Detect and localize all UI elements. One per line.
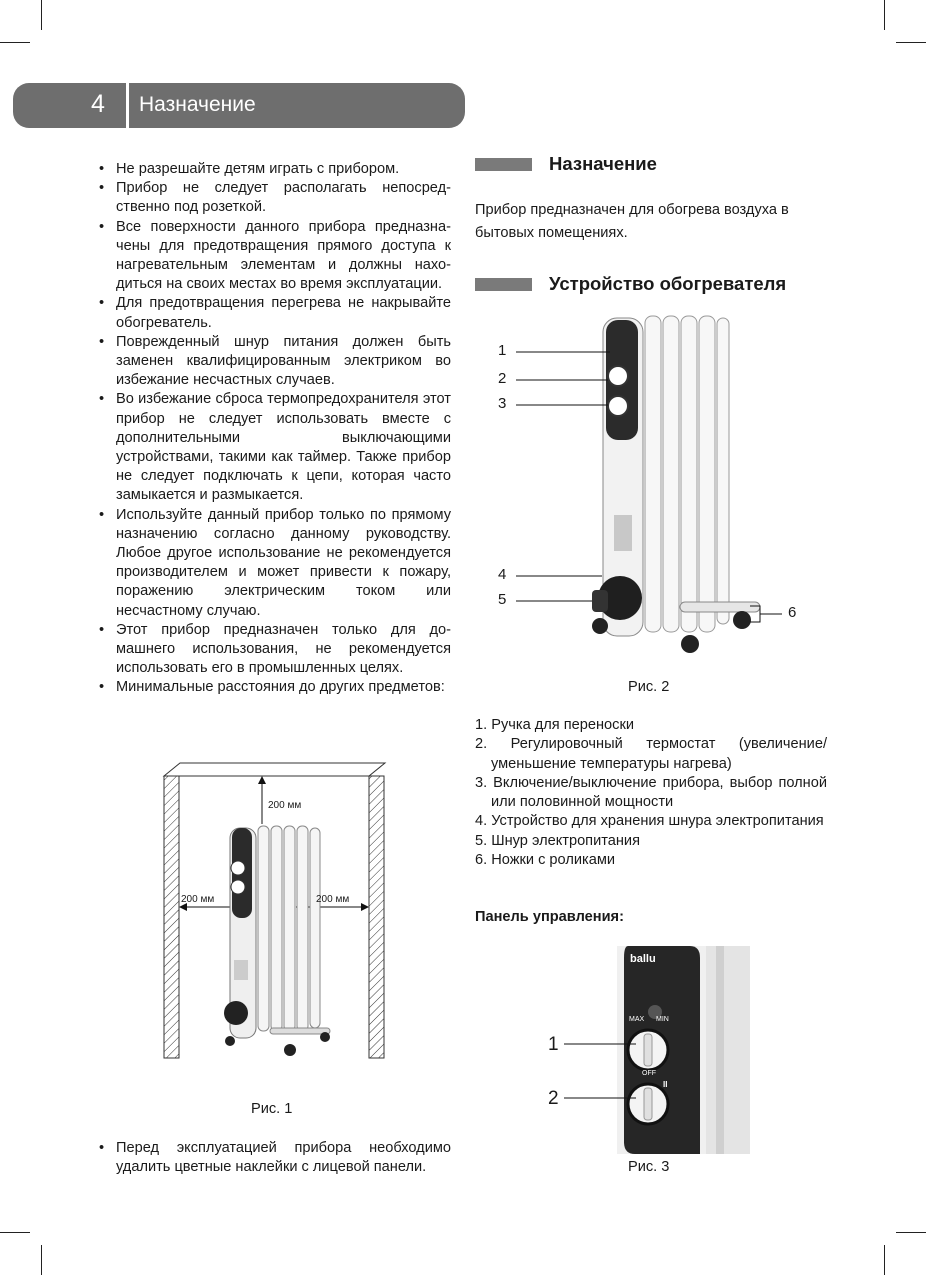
list-item: • Перед эксплуатацией прибора необходимо удалить цветные наклейки с лицевой панели. [97,1139,451,1177]
list-item: 5. Шнур электропитания [475,832,640,849]
right-clearance-label: 200 мм [316,894,350,905]
power-knob [608,396,628,416]
control-panel-photo [540,946,752,1156]
list-item: • Используйте данный прибор только по прямому назначению согласно данному руководству. Любое другое использование не рекомендуется производителем и может привести к пожару, поражению электрическим током или несчастному случаю. [97,506,451,621]
crop-mark [0,1232,30,1233]
brand-logo: ballu [630,953,656,965]
thermostat-knob [608,366,628,386]
list-item: • Не разрешайте детям играть с прибором. [97,160,451,179]
purpose-text: Прибор предназначен для обогрева воздуха в бытовых помещениях. [475,202,789,241]
list-item: 3. Включение/выключение прибора, выбор полной или половинной мощности [475,774,827,811]
list-item: 1. Ручка для переноски [475,717,634,733]
list-item: • Поврежденный шнур питания должен быть заменен квалифицированным электриком во избежание несчастных случаев. [97,333,451,391]
heater-small [224,826,330,1056]
note-list [97,1139,451,1177]
safety-list [97,160,451,698]
crop-mark [884,0,885,30]
callout-number: 4 [498,566,507,583]
parts-list [475,716,827,870]
off-label: OFF [642,1070,656,1077]
list-item: • Все поверхности данного прибора предназначены для предотвращения прямого доступа к нагревательным элементам и должны находиться на своих местах во время эксплуатации. [97,218,451,295]
section-bar [475,158,532,171]
page-title: Назначение [139,93,256,116]
power-cord-plug [592,590,608,612]
callout-number: 2 [548,1088,559,1109]
crop-mark [41,1245,42,1275]
callout-number: 5 [498,591,507,608]
list-item: 6. Ножки с роликами [475,852,616,869]
right-wall [369,776,384,1058]
header-divider [126,83,129,128]
left-wall [164,776,179,1058]
callout-number: 2 [498,370,507,387]
section-bar [475,278,532,291]
top-clearance-label: 200 мм [268,800,302,811]
roller-wheel [592,618,608,634]
figure3-caption: Рис. 3 [628,1159,670,1175]
callout-number: 1 [498,342,507,359]
ceiling [164,763,385,776]
figure1-caption: Рис. 1 [251,1101,293,1117]
callout-number: 3 [498,395,507,412]
callout-number: 6 [788,604,797,621]
list-item: • Для предотвращения перегрева не накрывайте обогреватель. [97,294,451,332]
crop-mark [884,1245,885,1275]
page-header [13,83,465,128]
heater-diagram [480,310,810,665]
control-panel-title: Панель управления: [475,909,624,925]
crop-mark [0,42,30,43]
left-clearance-label: 200 мм [181,894,215,905]
list-item: • Этот прибор предназначен только для домашнего использования, не рекомендуется использовать его в промышленных целях. [97,621,451,679]
list-item: • Минимальные расстояния до других предметов: [97,678,451,697]
page-number: 4 [91,90,105,118]
crop-mark [896,42,926,43]
section-title-purpose: Назначение [549,153,657,174]
roller-wheel [733,611,751,629]
figure2-caption: Рис. 2 [628,679,670,695]
crop-mark [41,0,42,30]
power-level-mark: II [663,1080,668,1089]
section-title-device: Устройство обогревателя [549,273,787,294]
roller-wheel [681,635,699,653]
list-item: 2. Регулировочный термостат (увеличение/ уменьшение температуры нагрева) [475,736,827,772]
min-label: MIN [656,1016,669,1023]
list-item: • Во избежание сброса термопредохранителя этот прибор не следует использовать вместе с дополнительными выключающими устройствами, такими как таймер. Также прибор не следует подключать к цепи, которая часто замыкается и размыкается. [97,390,451,505]
callout-number: 1 [548,1034,559,1055]
list-item: 4. Устройство для хранения шнура электропитания [475,813,824,830]
crop-mark [896,1232,926,1233]
max-label: MAX [629,1016,645,1023]
list-item: • Прибор не следует располагать непосредственно под розеткой. [97,179,451,217]
